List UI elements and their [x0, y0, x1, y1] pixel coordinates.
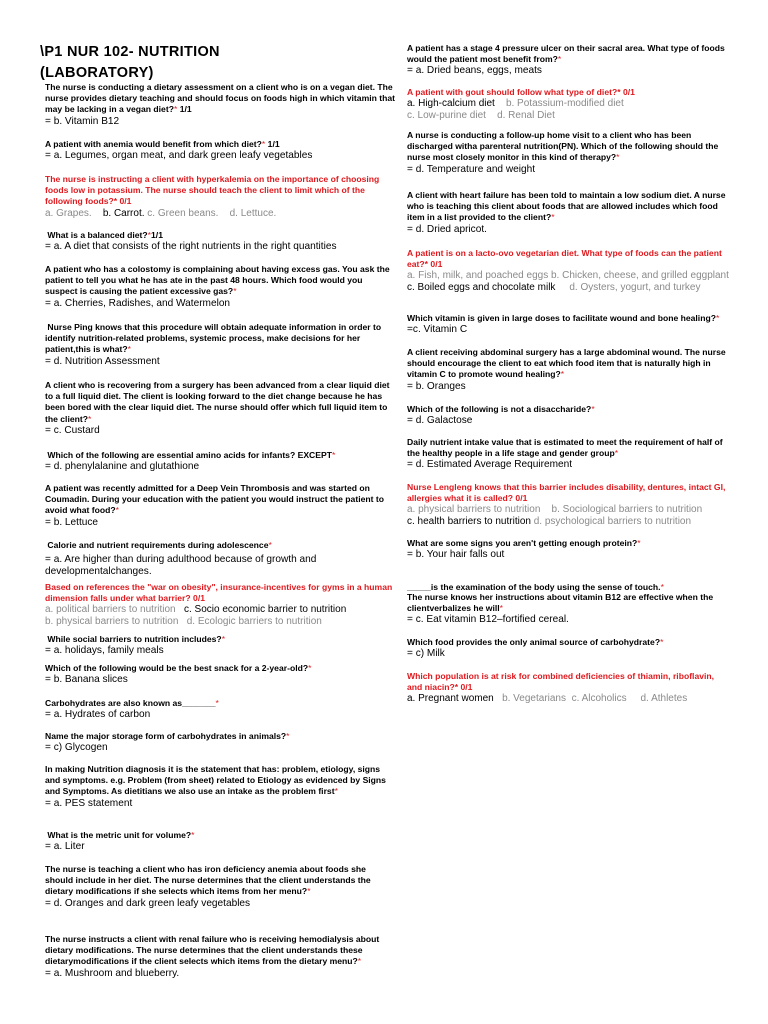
answer: = a. holidays, family meals [45, 645, 164, 657]
answer: = d. Temperature and weight [407, 163, 536, 175]
question-metric-volume: What is the metric unit for volume?* = a. Liter [45, 830, 195, 853]
answer: = a. Mushroom and blueberry. [45, 967, 180, 979]
answer: = b. Your hair falls out [407, 549, 505, 561]
answer: = b. Banana slices [45, 674, 128, 686]
question-amino-acids: Which of the following are essential amino acids for infants? EXCEPT* = d. phenylalanine and glutathione [45, 450, 336, 473]
answer-options: a. High-calcium diet b. Potassium-modified diet c. Low-purine diet d. Renal Diet [407, 98, 624, 121]
answer: = a. Liter [45, 841, 85, 853]
answer: = d. Dried apricot. [407, 223, 487, 235]
question-palpation: _____is the examination of the body using the sense of touch.* [407, 582, 664, 592]
question-lacto-ovo: A patient is on a lacto-ovo vegetarian diet. What type of foods can the patient eat?* 0/1 a. Fish, milk, and poached eggs b. Chicken, cheese, and grilled eggplant c. Boiled eggs and chocolate milk d. Oysters, yogurt, and turkey [407, 248, 729, 293]
question-disaccharide: Which of the following is not a disaccharide?* = d. Galactose [407, 404, 595, 427]
answer: = a. Cherries, Radishes, and Watermelon [45, 297, 231, 309]
answer: = a. Legumes, organ meat, and dark green leafy vegetables [45, 150, 313, 162]
question-full-liquid: A client who is recovering from a surgery has been advanced from a clear liquid diet to a full liquid diet. The client is looking forward to the diet change because he has been bored with the clear liquid diet. The nurse should offer which full liquid item to the client?* = c. Custard [45, 380, 395, 437]
question-vegan: The nurse is conducting a dietary assessment on a client who is on a vegan diet. The nurse provides dietary teaching and should focus on foods high in which vitamin that may be lacking in a vegan diet?* 1/1 = b. Vitamin B12 [45, 82, 395, 127]
document-title [40, 42, 220, 84]
question-ear: Daily nutrient intake value that is estimated to meet the requirement of half of the healthy people in a life stage and gender group* = d. Estimated Average Requirement [407, 437, 729, 471]
answer: = a. PES statement [45, 797, 133, 809]
question-colostomy: A patient who has a colostomy is complaining about having excess gas. You ask the patient to tell you what he has ate in the past 48 hours. Which food would you suspect is causing the patient excessive gas?* = a. Cherries, Radishes, and Watermelon [45, 264, 395, 310]
question-protein-signs: What are some signs you aren't getting enough protein?* = b. Your hair falls out [407, 538, 641, 561]
question-vitamin-healing: Which vitamin is given in large doses to facilitate wound and bone healing?* =c. Vitamin C [407, 313, 720, 336]
answer: =c. Vitamin C [407, 324, 468, 336]
answer: = c. Eat vitamin B12–fortified cereal. [407, 614, 569, 626]
question-hyperkalemia: The nurse is instructing a client with hyperkalemia on the importance of choosing foods low in potassium. The nurse should teach the client to limit which of the following foods?* 0/1 a. Grapes. b. Carrot. c. Green beans. d. Lettuce. [45, 174, 395, 219]
answer-options: a. Grapes. b. Carrot. c. Green beans. d. Lettuce. [45, 207, 277, 219]
question-anemia: A patient with anemia would benefit from which diet?* 1/1 = a. Legumes, organ meat, and dark green leafy vegetables [45, 139, 313, 162]
answer-options: a. Fish, milk, and poached eggs b. Chicken, cheese, and grilled eggplant c. Boiled eggs and chocolate milk d. Oysters, yogurt, and turkey [407, 270, 729, 293]
answer: = b. Lettuce [45, 516, 99, 528]
question-lengleng-barrier: Nurse Lengleng knows that this barrier includes disability, dentures, intact GI, allergies what it is called? 0/1 a. physical barriers to nutrition b. Sociological barriers to nutrition c. health barriers to nutrition d. psychological barriers to nutrition [407, 482, 729, 528]
answer: = d. phenylalanine and glutathione [45, 461, 200, 473]
answer: = a. Dried beans, eggs, meats [407, 65, 542, 77]
question-thiamin-deficiency: Which population is at risk for combined deficiencies of thiamin, riboflavin, and niacin?* 0/1 a. Pregnant women b. Vegetarians c. Alcoholics d. Athletes [407, 671, 729, 705]
answer: = c) Glycogen [45, 742, 108, 754]
answer: = a. Hydrates of carbon [45, 709, 151, 721]
title-line-2: (LABORATORY) [40, 65, 154, 81]
answer: = b. Vitamin B12 [45, 115, 120, 127]
answer: = d. Nutrition Assessment [45, 355, 160, 367]
question-animal-carbohydrate: Which food provides the only animal source of carbohydrate?* = c) Milk [407, 637, 664, 660]
answer-options: a. political barriers to nutrition c. Socio economic barrier to nutrition b. physical barriers to nutrition d. Ecologic barriers to nutrition [45, 604, 347, 627]
question-abdominal-wound: A client receiving abdominal surgery has a large abdominal wound. The nurse should encourage the client to eat which food item that is naturally high in vitamin C to promote wound healing?* = b. Oranges [407, 347, 729, 393]
question-low-sodium: A client with heart failure has been told to maintain a low sodium diet. A nurse who is teaching this client about foods that are allowed includes which food item in a list provided to the client?* = d. Dried apricot. [407, 190, 729, 236]
question-adolescence: Calorie and nutrient requirements during adolescence* = a. Are higher than during adulthood because of growth and developmentalchanges. [45, 540, 395, 578]
question-obesity-barrier: Based on references the "war on obesity", insurance-incentives for gyms in a human dimension falls under what barrier? 0/1 a. political barriers to nutrition c. Socio economic barrier to nutrition b. physical barriers to nutrition d. Ecologic barriers to nutrition [45, 582, 395, 628]
question-pressure-ulcer: A patient has a stage 4 pressure ulcer on their sacral area. What type of foods would the patient most benefit from?* = a. Dried beans, eggs, meats [407, 43, 729, 77]
answer: = c) Milk [407, 648, 445, 660]
question-renal-failure: The nurse instructs a client with renal failure who is receiving hemodialysis about dietary modifications. The nurse determines that the client understands these dietarymodifications if the client selects which items from the dietary menu?* = a. Mushroom and blueberry. [45, 934, 395, 980]
answer: = b. Oranges [407, 380, 466, 392]
answer: = d. Estimated Average Requirement [407, 459, 573, 471]
question-nutrition-diagnosis: In making Nutrition diagnosis it is the statement that has: problem, etiology, signs and symptoms. e.g. Problem (from sheet) related to Etiology as evidenced by Signs and Symptoms. As dietitians we also use an intake as the problem first* = a. PES statement [45, 764, 395, 810]
title-line-1: \P1 NUR 102- NUTRITION [40, 44, 220, 60]
question-gout: A patient with gout should follow what type of diet?* 0/1 a. High-calcium diet b. Potassium-modified diet c. Low-purine diet d. Renal Diet [407, 87, 635, 121]
question-nutrition-assessment: Nurse Ping knows that this procedure will obtain adequate information in order to identify nutrition-related problems, systemic process, make decisions for her patient,this is what?* = d. Nutrition Assessment [45, 322, 395, 368]
question-storage-form: Name the major storage form of carbohydrates in animals?* = c) Glycogen [45, 731, 290, 754]
answer: = c. Custard [45, 424, 100, 436]
answer-options: a. physical barriers to nutrition b. Sociological barriers to nutrition c. health barriers to nutrition d. psychological barriers to nutrition [407, 504, 703, 527]
answer: = d. Galactose [407, 415, 473, 427]
question-balanced-diet: What is a balanced diet?*1/1 = a. A diet that consists of the right nutrients in the right quantities [45, 230, 337, 253]
question-parenteral-nutrition: A nurse is conducting a follow-up home visit to a client who has been discharged witha parenteral nutrition(PN). Which of the following should the nurse most closely monitor in this kind of therapy?* = d. Temperature and weight [407, 130, 729, 176]
question-iron-deficiency: The nurse is teaching a client who has iron deficiency anemia about foods she should include in her diet. The nurse determines that the client understands the dietary modifications if she selects which items from her menu?* = d. Oranges and dark green leafy vegetables [45, 864, 395, 910]
answer: = a. A diet that consists of the right nutrients in the right quantities [45, 241, 337, 253]
question-coumadin: A patient was recently admitted for a Deep Vein Thrombosis and was started on Coumadin. During your education with the patient you would instruct the patient to avoid what food?* = b. Lettuce [45, 483, 395, 529]
answer-options: a. Pregnant women b. Vegetarians c. Alcoholics d. Athletes [407, 693, 688, 705]
answer: = d. Oranges and dark green leafy vegetables [45, 897, 251, 909]
question-vitamin-b12: The nurse knows her instructions about vitamin B12 are effective when the clientverbalizes he will* = c. Eat vitamin B12–fortified cereal. [407, 592, 729, 626]
question-carbohydrates: Carbohydrates are also known as_______* = a. Hydrates of carbon [45, 698, 219, 721]
question-social-barriers: While social barriers to nutrition includes?* = a. holidays, family meals [45, 634, 226, 657]
question-snack: Which of the following would be the best snack for a 2-year-old?* = b. Banana slices [45, 663, 312, 686]
answer: = a. Are higher than during adulthood because of growth and developmentalchanges. [45, 554, 317, 578]
